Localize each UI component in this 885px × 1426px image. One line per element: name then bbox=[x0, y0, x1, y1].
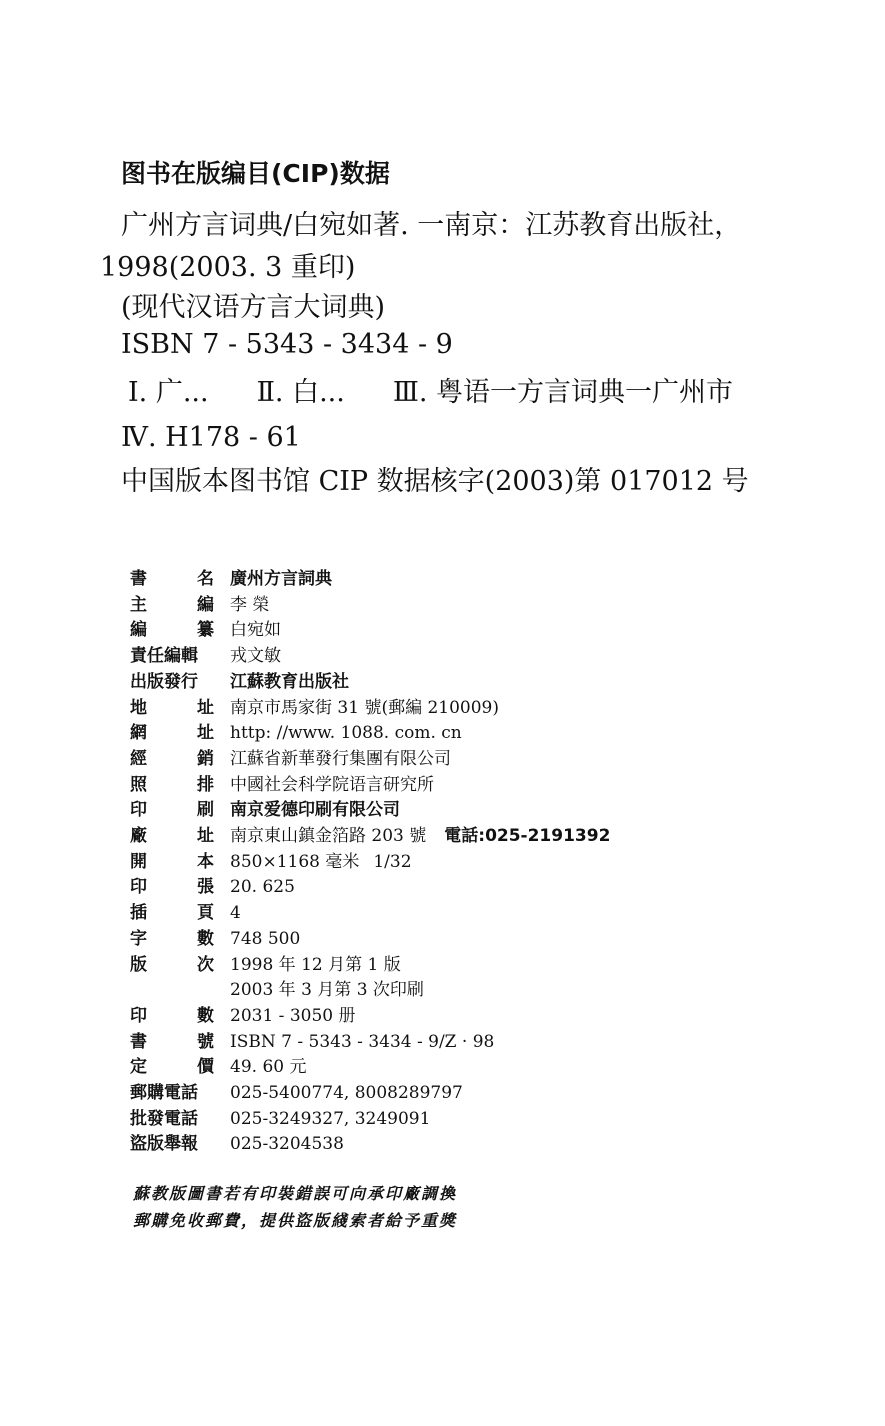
cip-heading: 图书在版编目(CIP)数据 bbox=[121, 159, 390, 188]
detail-value-text: 025-3204538 bbox=[230, 1134, 344, 1155]
detail-value-text: 2031 - 3050 册 bbox=[230, 1005, 356, 1026]
detail-label bbox=[130, 671, 214, 693]
detail-label-char: 字 bbox=[130, 928, 147, 949]
detail-value bbox=[230, 722, 462, 744]
detail-label-char: 定 bbox=[130, 1057, 147, 1078]
detail-value-text: 025-5400774, 8008289797 bbox=[230, 1083, 463, 1103]
detail-label-char: 號 bbox=[197, 1031, 214, 1052]
detail-value-text: 2003 年 3 月第 3 次印刷 bbox=[230, 980, 424, 1001]
detail-label bbox=[130, 825, 214, 847]
detail-value-text: http: //www. 1088. com. cn bbox=[230, 723, 462, 744]
detail-value bbox=[230, 954, 401, 976]
detail-value bbox=[230, 979, 424, 1001]
detail-value-text: 南京爱德印刷有限公司 bbox=[230, 800, 400, 821]
detail-label-char: 頁 bbox=[197, 903, 214, 924]
cip-approval-line: 中国版本图书馆 CIP 数据核字(2003)第 017012 号 bbox=[121, 466, 749, 497]
detail-value bbox=[230, 774, 434, 796]
detail-label bbox=[130, 619, 214, 641]
detail-value-text: 025-3249327, 3249091 bbox=[230, 1108, 431, 1129]
detail-label bbox=[130, 594, 214, 616]
detail-label-char: 刷 bbox=[197, 800, 214, 821]
detail-value-text: 748 500 bbox=[230, 928, 301, 949]
detail-label-char: 批發電話 bbox=[130, 1108, 198, 1129]
detail-value-text: 廣州方言詞典 bbox=[230, 569, 332, 589]
detail-value-text: 南京東山鎮金箔路 203 號 bbox=[230, 826, 427, 846]
cip-classification-line-2: Ⅳ. H178 - 61 bbox=[121, 422, 301, 453]
detail-value bbox=[230, 1133, 344, 1155]
cip-title-line: 广州方言词典/白宛如著. 一南京：江苏教育出版社， bbox=[121, 210, 742, 241]
detail-label-char: 盜版舉報 bbox=[130, 1134, 198, 1155]
detail-value-text: 戎文敏 bbox=[230, 646, 281, 667]
detail-value bbox=[230, 876, 295, 898]
detail-label-char: 地 bbox=[130, 697, 147, 718]
detail-label bbox=[130, 1082, 214, 1104]
detail-label-char: 址 bbox=[197, 697, 214, 718]
detail-value bbox=[230, 825, 610, 847]
footnote-reward: 郵購免收郵費，提供盜版綫索者給予重獎 bbox=[133, 1211, 458, 1230]
detail-label-char: 數 bbox=[197, 928, 214, 949]
detail-label-char: 責任編輯 bbox=[130, 646, 198, 667]
detail-label-char: 照 bbox=[130, 774, 147, 795]
cip-series-line: (现代汉语方言大词典) bbox=[121, 292, 386, 323]
detail-value-text: 49. 60 元 bbox=[230, 1057, 307, 1078]
detail-label-char: 址 bbox=[197, 826, 214, 846]
detail-label-char: 纂 bbox=[197, 620, 214, 641]
detail-label-char: 主 bbox=[130, 594, 147, 615]
detail-label bbox=[130, 902, 214, 924]
detail-label-char: 經 bbox=[130, 748, 147, 769]
detail-value-text: 20. 625 bbox=[230, 877, 295, 898]
detail-value-text: 白宛如 bbox=[230, 620, 281, 641]
detail-label-char: 本 bbox=[197, 851, 214, 872]
cip-reprint-line: 1998(2003. 3 重印) bbox=[100, 252, 356, 283]
detail-label-char: 印 bbox=[130, 1005, 147, 1026]
detail-value bbox=[230, 902, 241, 924]
detail-label-char: 插 bbox=[130, 903, 147, 924]
detail-value bbox=[230, 928, 300, 950]
detail-label bbox=[130, 954, 214, 976]
detail-label bbox=[130, 697, 214, 719]
cip-class-item: Ⅰ. 广... bbox=[128, 377, 209, 408]
detail-value-text: 4 bbox=[230, 903, 241, 924]
detail-label bbox=[130, 645, 214, 667]
detail-label-char: 印 bbox=[130, 800, 147, 821]
detail-label-char: 名 bbox=[197, 569, 214, 589]
detail-label-char: 網 bbox=[130, 723, 147, 744]
detail-value bbox=[230, 1082, 463, 1104]
detail-value bbox=[230, 1005, 355, 1027]
detail-value bbox=[230, 697, 499, 719]
detail-label-char: 址 bbox=[197, 723, 214, 744]
detail-value-text: 850×1168 毫米 bbox=[230, 851, 360, 872]
detail-value bbox=[230, 671, 349, 693]
detail-label bbox=[130, 876, 214, 898]
detail-label-char: 編 bbox=[197, 594, 214, 615]
detail-value bbox=[230, 748, 451, 770]
detail-label-char: 廠 bbox=[130, 826, 147, 846]
detail-label-char: 出版發行 bbox=[130, 671, 198, 692]
detail-value-text: 江蘇省新華發行集團有限公司 bbox=[230, 748, 451, 769]
detail-label-char: 印 bbox=[130, 877, 147, 898]
detail-value-phone: 電話:025-2191392 bbox=[444, 826, 611, 846]
detail-label bbox=[130, 1108, 214, 1130]
detail-label bbox=[130, 1056, 214, 1078]
detail-label-char: 排 bbox=[197, 774, 214, 795]
detail-label-char: 書 bbox=[130, 1031, 147, 1052]
cip-class-item: Ⅱ. 白... bbox=[256, 377, 345, 408]
detail-value-text: 江蘇教育出版社 bbox=[230, 671, 349, 692]
cip-classification-line bbox=[128, 376, 733, 410]
detail-label bbox=[130, 928, 214, 950]
detail-value-text: 李 榮 bbox=[230, 594, 270, 615]
detail-value bbox=[230, 619, 281, 641]
detail-label bbox=[130, 748, 214, 770]
detail-value bbox=[230, 645, 281, 667]
detail-value bbox=[230, 568, 332, 590]
detail-label-char: 價 bbox=[197, 1057, 214, 1078]
cip-isbn-line: ISBN 7 - 5343 - 3434 - 9 bbox=[121, 329, 453, 360]
detail-label bbox=[130, 851, 214, 873]
detail-label bbox=[130, 774, 214, 796]
detail-value bbox=[230, 1056, 306, 1078]
detail-value-text: 中國社会科学院语言研究所 bbox=[230, 774, 434, 795]
detail-value bbox=[230, 1108, 430, 1130]
detail-label bbox=[130, 799, 214, 821]
detail-label bbox=[130, 1005, 214, 1027]
cip-class-item: Ⅲ. 粤语一方言词典一广州市 bbox=[392, 377, 734, 408]
detail-label-char: 版 bbox=[130, 954, 147, 975]
detail-label bbox=[130, 1031, 214, 1053]
detail-value bbox=[230, 799, 400, 821]
footnote-replacement: 蘇教版圖書若有印裝錯誤可向承印廠調換 bbox=[133, 1184, 458, 1203]
detail-label-char: 次 bbox=[197, 954, 214, 975]
detail-value-text: ISBN 7 - 5343 - 3434 - 9/Z · 98 bbox=[230, 1031, 495, 1052]
detail-label-char: 開 bbox=[130, 851, 147, 872]
detail-label-char: 書 bbox=[130, 569, 147, 589]
detail-label-char: 張 bbox=[197, 877, 214, 898]
detail-label bbox=[130, 1133, 214, 1155]
detail-label-char: 郵購電話 bbox=[130, 1083, 198, 1103]
detail-value-text: 1998 年 12 月第 1 版 bbox=[230, 954, 401, 975]
detail-value bbox=[230, 851, 412, 873]
detail-label-char: 數 bbox=[197, 1005, 214, 1026]
detail-value-extra: 1/32 bbox=[373, 851, 412, 872]
detail-value-text: 南京市馬家街 31 號(郵編 210009) bbox=[230, 697, 500, 718]
detail-value bbox=[230, 1031, 494, 1053]
detail-label bbox=[130, 722, 214, 744]
detail-value bbox=[230, 594, 269, 616]
detail-label-char: 編 bbox=[130, 620, 147, 641]
detail-label bbox=[130, 568, 214, 590]
detail-label-char: 銷 bbox=[197, 748, 214, 769]
